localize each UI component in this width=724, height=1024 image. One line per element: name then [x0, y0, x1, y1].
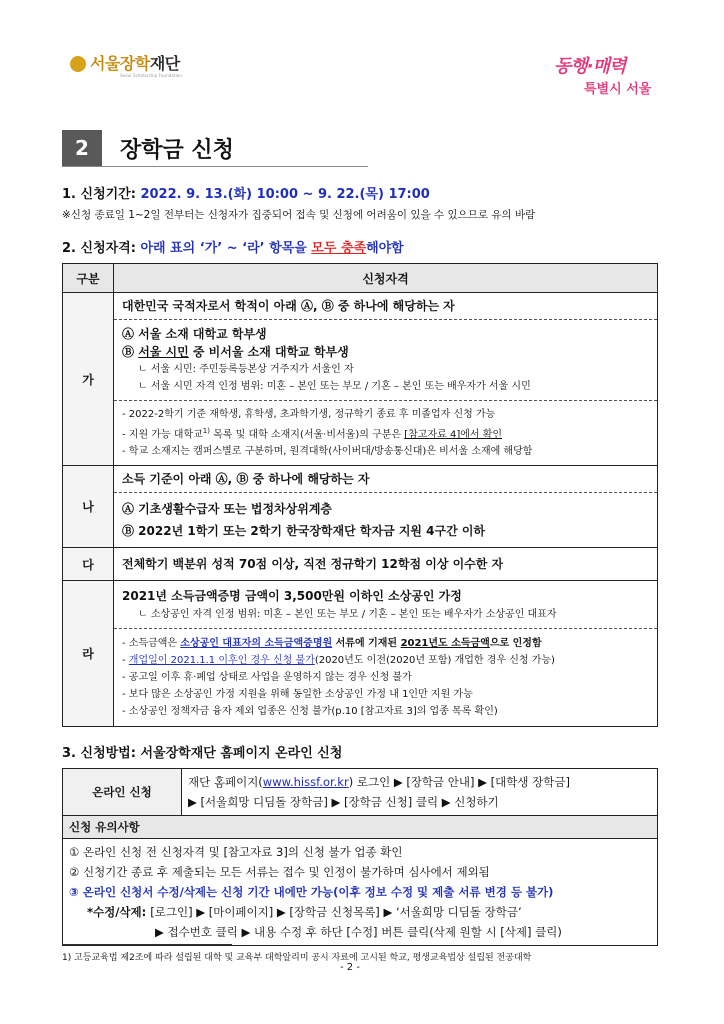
caution-item-2: ② 신청기간 종료 후 제출되는 모든 서류는 접수 및 인정이 불가하며 심사에서 제외됨 [69, 865, 490, 879]
row-label-da: 다 [63, 548, 114, 581]
row-label-na: 나 [63, 466, 114, 548]
ra-note1: - 소득금액은 소상공인 대표자의 소득금액증명원 서류에 기재된 2021년도 소득금액으로 인정함 [122, 638, 542, 650]
all-required-text: 모두 충족 [311, 241, 367, 256]
slogan-line1: 동행·매력 [554, 56, 626, 77]
table-row-da [63, 548, 658, 581]
ga-item-a: Ⓐ 서울 소재 대학교 학부생 [122, 327, 267, 341]
caution-heading: 신청 유의사항 [63, 816, 658, 839]
foundation-logo-text: 서울장학재단 [90, 54, 180, 73]
caution-item-3: ③ 온라인 신청서 수정/삭제는 신청 기간 내에만 가능(이후 정보 수정 및 제출 서류 변경 등 불가) [69, 885, 554, 899]
online-step-line2: ▶ [서울희망 디딤돌 장학금] ▶ [장학금 신청] 클릭 ▶ 신청하기 [188, 795, 499, 809]
caution-item-4: *수정/삭제: [로그인] ▶ [마이페이지] ▶ [장학금 신청목록] ▶ ‘서울희망 디딤돌 장학금’ [87, 905, 522, 919]
ra-note4: - 보다 많은 소상공인 가정 지원을 위해 동일한 소상공인 가정 내 1인만 지원 가능 [122, 689, 473, 701]
na-item-b: Ⓑ 2022년 1학기 또는 2학기 한국장학재단 학자금 지원 4구간 이하 [122, 524, 486, 539]
caution-item-1: ① 온라인 신청 전 신청자격 및 [참고자료 3]의 신청 불가 업종 확인 [69, 845, 403, 859]
footnote: 1) 고등교육법 제2조에 따라 설립된 대학 및 교육부 대학알리미 공시 자료에 고시된 학교, 평생교육법상 설립된 전공대학 [62, 953, 532, 963]
footnote-divider [62, 944, 232, 945]
section-header [62, 130, 234, 166]
ra-head-detail: ㄴ 소상공인 자격 인정 범위: 미혼 – 본인 또는 부모 / 기혼 – 본인 또는 배우자가 소상공인 대표자 [138, 609, 557, 621]
da-text: 전체학기 백분위 성적 70점 이상, 직전 정규학기 12학점 이상 이수한 자 [122, 557, 504, 572]
ga-note1: - 2022-2학기 기준 재학생, 휴학생, 초과학기생, 정규학기 종료 후 미졸업자 신청 가능 [122, 409, 496, 420]
page-number: - 2 - [340, 962, 360, 973]
row-label-ga: 가 [63, 293, 114, 466]
ga-head: 대한민국 국적자로서 학적이 아래 Ⓐ, Ⓑ 중 하나에 해당하는 자 [122, 299, 455, 313]
method-heading: 3. 신청방법: 서울장학재단 홈페이지 온라인 신청 [62, 746, 343, 761]
col-content-header: 신청자격 [114, 264, 658, 293]
period-heading: 1. 신청기간: 2022. 9. 13.(화) 10:00 ~ 9. 22.(목) 17:00 [62, 187, 430, 202]
seoul-slogan-logo [554, 52, 658, 102]
col-group-header: 구분 [63, 264, 114, 293]
ga-item-b-detail2: ㄴ 서울 시민 자격 인정 범위: 미혼 – 본인 또는 부모 / 기혼 – 본인 또는 배우자가 서울 시민 [138, 381, 531, 392]
foundation-logo-subtitle: Seoul Scholarship Foundation [120, 73, 182, 78]
ga-note2: - 지원 가능 대학교$^{1)}$ 목록 및 대학 소재지(서울·비서울)의 구분은 [참고자료 4]에서 확인 [122, 427, 503, 441]
ra-note5: - 소상공인 정책자금 융자 제외 업종은 신청 불가(p.10 [참고자료 3]의 업종 목록 확인) [122, 706, 498, 718]
ra-note3: - 공고일 이후 휴·폐업 상태로 사업을 운영하지 않는 경우 신청 불가 [122, 672, 412, 684]
section-title: 장학금 신청 [120, 137, 234, 163]
table-header-row [63, 264, 658, 293]
caution-row [63, 839, 658, 946]
caution-head-row [63, 816, 658, 839]
period-note: ※신청 종료일 1~2일 전부터는 신청자가 집중되어 접속 및 신청에 어려움이 있을 수 있으므로 유의 바람 [62, 209, 536, 221]
foundation-logo [70, 56, 180, 72]
seal-icon [70, 56, 86, 72]
eligibility-heading: 2. 신청자격: 아래 표의 ‘가’ ~ ‘라’ 항목을 모두 충족해야함 [62, 241, 404, 256]
ga-item-b-detail1: ㄴ 서울 시민: 주민등록등본상 거주지가 서울인 자 [138, 364, 354, 375]
row-label-ra: 라 [63, 581, 114, 727]
na-item-a: Ⓐ 기초생활수급자 또는 법정차상위계층 [122, 502, 333, 517]
online-step-line1: 재단 홈페이지(www.hissf.or.kr) 로그인 ▶ [장학금 안내] ▶ [대학생 장학금] [188, 775, 570, 789]
online-row [63, 769, 658, 816]
method-table [62, 768, 658, 946]
ga-item-b: Ⓑ 서울 시민 중 비서울 소재 대학교 학부생 [122, 345, 349, 359]
table-row-ga [63, 293, 658, 466]
na-head: 소득 기준이 아래 Ⓐ, Ⓑ 중 하나에 해당하는 자 [122, 472, 370, 487]
table-row-na [63, 466, 658, 548]
section-number: 2 [62, 130, 102, 166]
slogan-line2: 특별시 서울 [584, 82, 652, 97]
eligibility-table [62, 263, 658, 727]
caution-item-5: ▶ 접수번호 클릭 ▶ 내용 수정 후 하단 [수정] 버튼 클릭(삭제 원할 시 [삭제] 클릭) [155, 925, 562, 939]
ra-note2: - 개업일이 2021.1.1 이후인 경우 신청 불가(2020년도 이전(2020년 포함) 개업한 경우 신청 가능) [122, 655, 555, 667]
ga-note3: - 학교 소재지는 캠퍼스별로 구분하며, 원격대학(사이버대/방송통신대)은 비서울 소재에 해당함 [122, 446, 533, 458]
online-label: 온라인 신청 [63, 769, 182, 816]
homepage-link[interactable]: www.hissf.or.kr [262, 775, 349, 789]
table-row-ra [63, 581, 658, 727]
period-value: 2022. 9. 13.(화) 10:00 ~ 9. 22.(목) 17:00 [140, 187, 430, 202]
ra-head: 2021년 소득금액증명 금액이 3,500만원 이하인 소상공인 가정 [122, 589, 462, 604]
section-underline [62, 166, 368, 167]
